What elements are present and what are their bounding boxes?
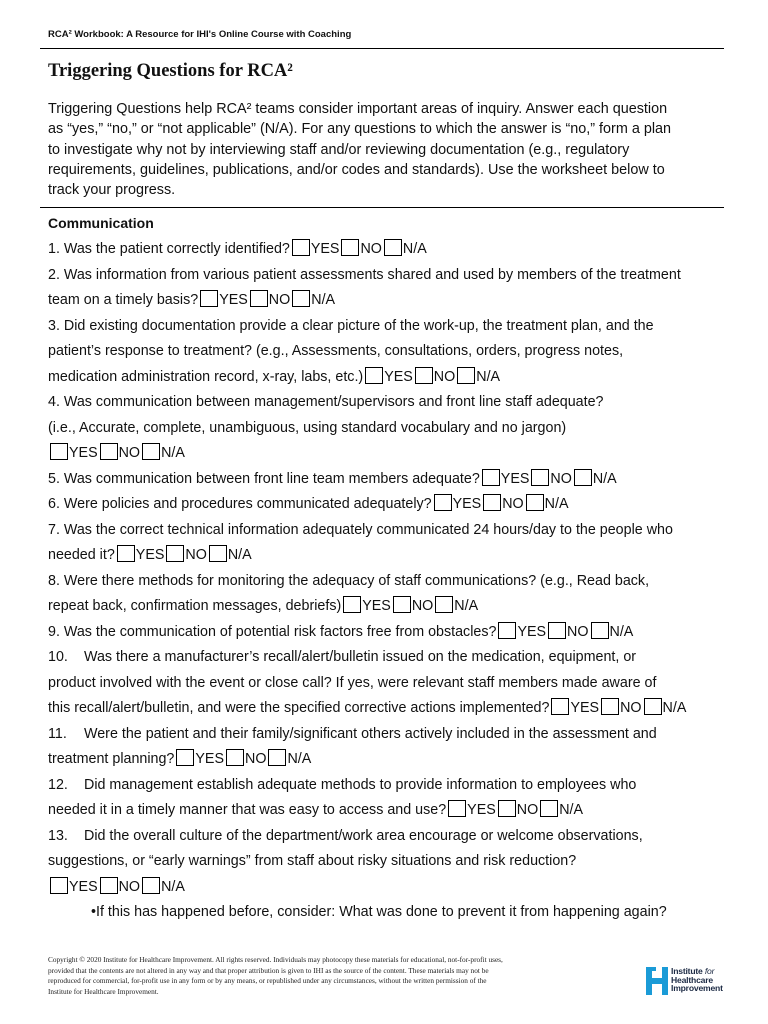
checkbox-label-no: NO [516, 802, 539, 818]
checkbox-label-yes: YES [452, 496, 482, 512]
checkbox-no[interactable] [415, 367, 433, 384]
checkbox-na[interactable] [142, 877, 160, 894]
question-line [48, 594, 748, 620]
checkbox-label-yes: YES [310, 241, 340, 257]
question-text: needed it? [48, 547, 115, 563]
section-heading: Communication [48, 215, 154, 231]
question-text: this recall/alert/bulletin, and were the specified corrective actions implemented? [48, 700, 550, 716]
question-text: Did management establish adequate methods to provide information to employees who [84, 776, 637, 793]
intro-line: as “yes,” “no,” or “not applicable” (N/A). For any questions to which the answer is “no,” form a plan [48, 121, 672, 138]
question-text: 8. Were there methods for monitoring the adequacy of staff communications? (e.g., Read back, [48, 572, 650, 589]
checkbox-label-yes: YES [219, 292, 248, 308]
question-text: 2. Was information from various patient assessments shared and used by members of the treatment [48, 266, 681, 283]
intro-line: track your progress. [48, 182, 176, 199]
ihi-logo-text [671, 967, 723, 993]
checkbox-label-yes: YES [362, 598, 391, 614]
checkbox-no[interactable] [226, 749, 244, 766]
copyright-line: Institute for Healthcare Improvement. [48, 986, 159, 996]
copyright-notice [48, 955, 628, 997]
question-list [48, 237, 748, 926]
checkbox-no[interactable] [166, 545, 184, 562]
question-text: needed it in a timely manner that was easy to access and use? [48, 802, 447, 818]
checkbox-na[interactable] [574, 469, 592, 486]
checkbox-na[interactable] [384, 239, 402, 256]
checkbox-label-no: NO [411, 598, 434, 614]
checkbox-label-na: N/A [454, 598, 479, 614]
checkbox-yes[interactable] [343, 596, 361, 613]
checkbox-label-yes: YES [69, 445, 98, 461]
question-line [48, 875, 748, 901]
question-line [48, 824, 748, 850]
checkbox-no[interactable] [548, 622, 566, 639]
checkbox-yes[interactable] [482, 469, 500, 486]
section-rule [40, 207, 724, 208]
question-line [48, 263, 748, 289]
question-text: (i.e., Accurate, complete, unambiguous, using standard vocabulary and no jargon) [48, 419, 567, 436]
intro-paragraph [48, 99, 728, 200]
question-line [48, 747, 748, 773]
checkbox-label-yes: YES [69, 878, 98, 895]
checkbox-yes[interactable] [448, 800, 466, 817]
question-line [48, 543, 748, 569]
checkbox-na[interactable] [292, 290, 310, 307]
question-line [48, 288, 748, 314]
logo-word: Institute [671, 966, 703, 976]
question-number: 12. [48, 776, 68, 793]
question-text: medication administration record, x-ray, labs, etc.) [48, 368, 364, 385]
logo-word: Improvement [671, 983, 723, 994]
checkbox-no[interactable] [393, 596, 411, 613]
question-line [48, 390, 748, 416]
logo-word: for [704, 966, 715, 976]
question-text: suggestions, or “early warnings” from staff about risky situations and risk reduction? [48, 853, 577, 869]
checkbox-yes[interactable] [292, 239, 310, 256]
question-text: 5. Was communication between front line team members adequate? [48, 470, 480, 487]
question-line [48, 339, 748, 365]
checkbox-label-na: N/A [311, 292, 336, 308]
checkbox-label-na: N/A [402, 241, 427, 257]
checkbox-label-no: NO [502, 496, 524, 512]
checkbox-yes[interactable] [365, 367, 383, 384]
question-line [48, 671, 748, 697]
checkbox-na[interactable] [644, 698, 662, 715]
question-line [48, 696, 748, 722]
checkbox-yes[interactable] [50, 877, 68, 894]
logo-word: Healthcare [671, 974, 713, 985]
checkbox-label-no: NO [620, 700, 642, 716]
header-rule [40, 48, 724, 49]
question-line [48, 645, 748, 671]
question-number: 13. [48, 827, 68, 844]
checkbox-label-yes: YES [570, 700, 600, 716]
checkbox-label-no: NO [433, 368, 456, 385]
checkbox-label-no: NO [567, 623, 589, 640]
question-text: 1. Was the patient correctly identified? [48, 241, 290, 257]
ihi-logo-icon [646, 967, 668, 995]
checkbox-na[interactable] [209, 545, 227, 562]
question-line [48, 237, 748, 263]
checkbox-no[interactable] [483, 494, 501, 511]
checkbox-label-no: NO [268, 292, 291, 308]
question-line [48, 365, 748, 391]
running-header: RCA² Workbook: A Resource for IHI's Online Course with Coaching [48, 29, 352, 40]
checkbox-label-yes: YES [500, 470, 530, 487]
checkbox-label-na: N/A [662, 700, 687, 716]
checkbox-na[interactable] [435, 596, 453, 613]
checkbox-label-no: NO [360, 241, 382, 257]
question-text: Were the patient and their family/significant others actively included in the assessment and [84, 725, 657, 742]
checkbox-yes[interactable] [50, 443, 68, 460]
question-line [48, 849, 748, 875]
question-line [48, 416, 748, 442]
checkbox-na[interactable] [142, 443, 160, 460]
question-text: team on a timely basis? [48, 292, 199, 308]
checkbox-label-no: NO [550, 470, 572, 487]
checkbox-yes[interactable] [200, 290, 218, 307]
question-text: Did the overall culture of the department/work area encourage or welcome observations, [84, 827, 643, 844]
ihi-logo [646, 967, 723, 995]
checkbox-no[interactable] [100, 443, 118, 460]
checkbox-label-na: N/A [227, 547, 252, 563]
checkbox-label-na: N/A [559, 802, 584, 818]
question-line [48, 518, 748, 544]
checkbox-yes[interactable] [551, 698, 569, 715]
question-text: patient’s response to treatment? (e.g., Assessments, consultations, orders, progress notes, [48, 343, 624, 359]
checkbox-label-yes: YES [467, 802, 496, 818]
intro-line: to investigate why not by interviewing staff and/or reviewing documentation (e.g., regulatory [48, 141, 630, 158]
checkbox-no[interactable] [250, 290, 268, 307]
question-line [48, 441, 748, 467]
checkbox-label-yes: YES [517, 623, 547, 640]
checkbox-label-na: N/A [592, 470, 617, 487]
checkbox-yes[interactable] [176, 749, 194, 766]
question-text: 9. Was the communication of potential risk factors free from obstacles? [48, 623, 497, 640]
question-number: 11. [48, 725, 67, 742]
checkbox-yes[interactable] [498, 622, 516, 639]
copyright-line: Copyright © 2020 Institute for Healthcare Improvement. All rights reserved. Individuals may photocopy these materials for educational, not-for-profit uses, [48, 955, 503, 964]
question-text: 6. Were policies and procedures communicated adequately? [48, 496, 432, 512]
question-text: Was there a manufacturer’s recall/alert/bulletin issued on the medication, equipment, or [84, 649, 637, 665]
question-text: 4. Was communication between management/supervisors and front line staff adequate? [48, 394, 604, 410]
page-title: Triggering Questions for RCA² [48, 61, 293, 81]
checkbox-label-no: NO [185, 547, 207, 563]
checkbox-no[interactable] [341, 239, 359, 256]
question-line [48, 620, 748, 646]
checkbox-label-no: NO [245, 751, 267, 767]
copyright-line: reproduced for commercial, for-profit use in any form or by any means, or republished under any circumstances, without the written permission of the [48, 976, 487, 986]
question-text: 3. Did existing documentation provide a clear picture of the work-up, the treatment plan, and the [48, 317, 654, 334]
checkbox-label-yes: YES [135, 547, 165, 563]
bullet-note: •If this has happened before, consider: What was done to prevent it from happening again? [91, 904, 667, 920]
checkbox-no[interactable] [498, 800, 516, 817]
checkbox-label-na: N/A [544, 496, 569, 512]
checkbox-no[interactable] [531, 469, 549, 486]
question-line [48, 569, 748, 595]
question-line [48, 492, 748, 518]
checkbox-na[interactable] [540, 800, 558, 817]
question-number: 10. [48, 649, 68, 665]
checkbox-no[interactable] [601, 698, 619, 715]
checkbox-yes[interactable] [117, 545, 135, 562]
checkbox-label-no: NO [118, 445, 141, 461]
checkbox-na[interactable] [268, 749, 286, 766]
intro-line: Triggering Questions help RCA² teams consider important areas of inquiry. Answer each question [48, 101, 668, 117]
checkbox-label-na: N/A [161, 878, 185, 895]
question-text: repeat back, confirmation messages, debriefs) [48, 598, 342, 614]
checkbox-label-yes: YES [195, 751, 224, 767]
checkbox-label-na: N/A [161, 445, 185, 461]
question-line [48, 773, 748, 799]
checkbox-label-na: N/A [287, 751, 312, 767]
checkbox-na[interactable] [526, 494, 544, 511]
checkbox-na[interactable] [457, 367, 475, 384]
question-text: product involved with the event or close call? If yes, were relevant staff members made aware of [48, 674, 657, 691]
checkbox-no[interactable] [100, 877, 118, 894]
copyright-line: provided that the contents are not altered in any way and that proper attribution is given to IHI as the source of the content. These materials may not be [48, 965, 489, 975]
checkbox-label-no: NO [118, 878, 141, 895]
question-line [48, 314, 748, 340]
checkbox-label-na: N/A [476, 368, 501, 385]
checkbox-label-na: N/A [609, 623, 634, 640]
checkbox-label-yes: YES [384, 368, 413, 385]
intro-line: requirements, guidelines, publications, and/or codes and standards). Use the worksheet below to [48, 161, 665, 178]
question-text: 7. Was the correct technical information adequately communicated 24 hours/day to the people who [48, 521, 673, 538]
checkbox-na[interactable] [591, 622, 609, 639]
question-line [48, 467, 748, 493]
checkbox-yes[interactable] [434, 494, 452, 511]
question-line [48, 798, 748, 824]
question-line [48, 722, 748, 748]
question-text: treatment planning? [48, 751, 175, 767]
